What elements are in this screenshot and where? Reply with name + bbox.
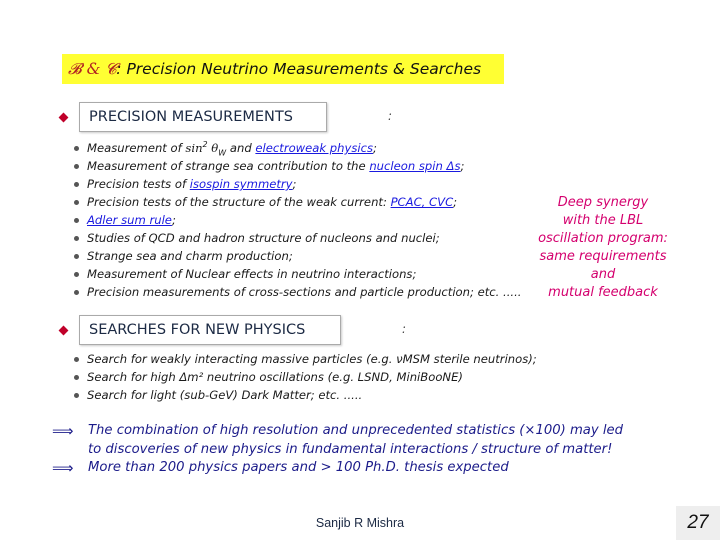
list-item: Precision tests of the structure of the weak current: PCAC, CVC; (74, 193, 521, 211)
list-item: Adler sum rule; (74, 211, 521, 229)
conclusion-row: ⟹ More than 200 physics papers and > 100 Ph.D. thesis expected (52, 459, 509, 477)
searches-heading-box: SEARCHES FOR NEW PHYSICS (79, 315, 341, 345)
list-item: Measurement of Nuclear effects in neutrino interactions; (74, 265, 521, 283)
list-item: Precision measurements of cross-sections and particle production; etc. ..... (74, 283, 521, 301)
nucleon-spin-link[interactable]: nucleon spin Δs (369, 159, 461, 173)
isospin-symmetry-link[interactable]: isospin symmetry (189, 177, 293, 191)
title-text: : Precision Neutrino Measurements & Searches (116, 60, 482, 78)
conclusion-row-continued: to discoveries of new physics in fundamental interactions / structure of matter! (88, 441, 613, 457)
list-item: Strange sea and charm production; (74, 247, 521, 265)
searches-list (74, 350, 537, 404)
list-item: Studies of QCD and hadron structure of nucleons and nuclei; (74, 229, 521, 247)
list-item: Search for light (sub-GeV) Dark Matter; etc. ..... (74, 386, 537, 404)
precision-heading-tail: : (388, 109, 393, 123)
precision-heading-box: PRECISION MEASUREMENTS (79, 102, 327, 132)
page-number: 27 (676, 506, 720, 540)
synergy-note: Deep synergy with the LBL oscillation program: same requirements and mutual feedback (538, 195, 668, 300)
electroweak-physics-link[interactable]: electroweak physics (255, 141, 374, 155)
implies-arrow-icon: ⟹ (52, 422, 74, 440)
searches-heading-tail: : (402, 322, 407, 336)
precision-list (74, 139, 521, 301)
list-item: Search for weakly interacting massive particles (e.g. νMSM sterile neutrinos); (74, 350, 537, 368)
diamond-bullet-icon (59, 326, 69, 336)
list-item: Search for high Δm² neutrino oscillations (e.g. LSND, MiniBooNE) (74, 368, 537, 386)
title-prefix: 𝓑 & 𝓒 (68, 60, 117, 78)
diamond-bullet-icon (59, 113, 69, 123)
pcac-cvc-link[interactable]: PCAC, CVC (390, 195, 454, 209)
footer-author: Sanjib R Mishra (315, 516, 405, 530)
conclusion-row: ⟹ The combination of high resolution and unprecedented statistics (×100) may led (52, 422, 624, 440)
adler-sum-rule-link[interactable]: Adler sum rule (87, 213, 172, 227)
conclusions (52, 422, 623, 478)
implies-arrow-icon: ⟹ (52, 459, 74, 477)
slide-title (62, 54, 504, 84)
list-item: Precision tests of isospin symmetry; (74, 175, 521, 193)
list-item: Measurement of strange sea contribution to the nucleon spin Δs; (74, 157, 521, 175)
list-item: Measurement of $\sin^2 \theta_W$ and electroweak physics; (74, 139, 521, 157)
